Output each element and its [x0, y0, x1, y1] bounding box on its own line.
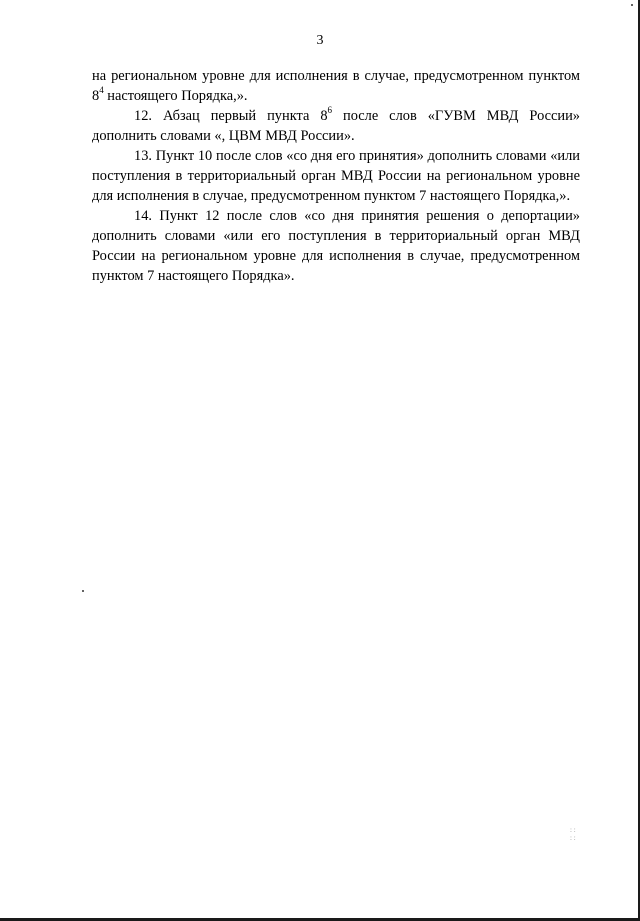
paragraph-text: 12. Абзац первый пункта 8 [134, 108, 328, 124]
scan-speck [82, 590, 84, 592]
document-body [92, 66, 580, 286]
scan-speck [631, 4, 633, 6]
paragraph-item-14: 14. Пункт 12 после слов «со дня принятия решения о депортации» дополнить словами «или его поступления в территориальный орган МВД России на региональном уровне для исполнения в случае, предусмотренном пунктом 7 настоящего Порядка». [92, 208, 580, 284]
paragraph-continuation [92, 66, 580, 106]
paragraph-text-tail: настоящего Порядка,». [103, 88, 248, 104]
paragraph-text: на региональном уровне для исполнения в случае, предусмотренном пунктом 8 [92, 68, 580, 104]
superscript: 4 [99, 85, 104, 96]
scan-noise: : : : : [570, 826, 576, 842]
paragraph-text-tail: после слов «ГУВМ МВД России» дополнить словами «, ЦВМ МВД России». [92, 108, 580, 144]
page-number: 3 [316, 33, 324, 48]
paragraph-item-12 [92, 106, 580, 146]
paragraph-item-13: 13. Пункт 10 после слов «со дня его принятия» дополнить словами «или поступления в территориальный орган МВД России на региональном уровне для исполнения в случае, предусмотренном пунктом 7 настоящего Порядка,». [92, 148, 580, 204]
superscript: 6 [327, 105, 333, 116]
